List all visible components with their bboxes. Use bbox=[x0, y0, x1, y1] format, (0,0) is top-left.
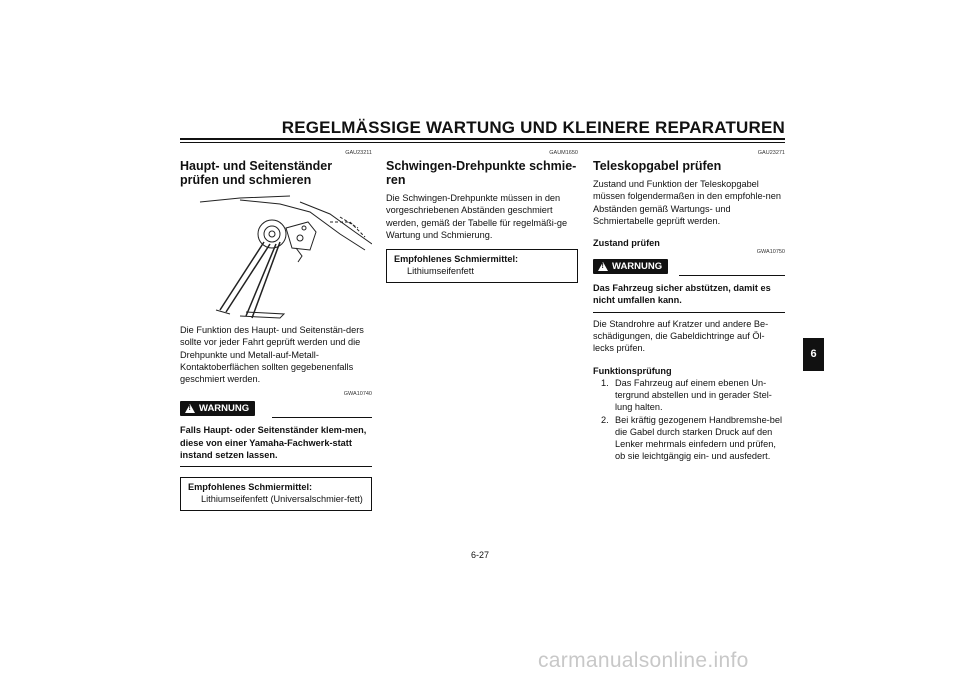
section-body-2: Die Standrohre auf Kratzer und andere Be-schädigungen, die Gabeldichtringe auf Öl-lecks prüfen. bbox=[593, 318, 769, 354]
step-text: Das Fahrzeug auf einem ebenen Un-tergrund abstellen und in gerader Stel-lung halten. bbox=[615, 377, 772, 413]
warning-code: GWA10750 bbox=[756, 249, 785, 256]
page-header-title: REGELMÄSSIGE WARTUNG UND KLEINERE REPARATUREN bbox=[281, 118, 785, 137]
warning-end-rule bbox=[593, 312, 785, 313]
warning-text: Falls Haupt- oder Seitenständer klem-men, diese von einer Yamaha-Fachwerk-statt instand setzen lassen. bbox=[180, 425, 367, 461]
section-code: GAU23271 bbox=[757, 150, 785, 156]
warning-triangle-icon: ! bbox=[185, 404, 195, 413]
chapter-tab: 6 bbox=[803, 338, 824, 371]
section-code: GAUM1650 bbox=[549, 150, 578, 156]
steps-list bbox=[593, 377, 785, 463]
column-fork bbox=[593, 150, 785, 463]
stand-illustration bbox=[180, 192, 372, 320]
section-code: GAU23211 bbox=[345, 150, 372, 156]
section-heading: Teleskopgabel prüfen bbox=[593, 159, 722, 173]
warning-header bbox=[593, 258, 785, 276]
warning-label: WARNUNG bbox=[199, 403, 250, 415]
step-number: 1. bbox=[601, 377, 609, 388]
lubricant-box-value: Lithiumseifenfett (Universalschmier-fett) bbox=[201, 493, 363, 504]
warning-code: GWA10740 bbox=[343, 391, 372, 398]
header-rule bbox=[180, 138, 785, 140]
list-item bbox=[593, 377, 785, 414]
lubricant-box-value: Lithiumseifenfett bbox=[407, 265, 474, 276]
warning-text: Das Fahrzeug sicher abstützen, damit es nicht umfallen kann. bbox=[593, 283, 771, 306]
column-stand bbox=[180, 150, 372, 511]
page-number: 6-27 bbox=[470, 550, 489, 560]
step-number: 2. bbox=[601, 414, 609, 425]
step-text: Bei kräftig gezogenem Handbremshe-bel die Gabel durch starken Druck auf den Lenker mehrmals einfedern und prüfen, ob sie leichtgängig ein- und ausfedert. bbox=[615, 414, 782, 462]
section-heading: Schwingen-Drehpunkte schmie-ren bbox=[386, 159, 577, 187]
section-body: Die Funktion des Haupt- und Seitenstän-ders sollte vor jeder Fahrt geprüft werden und die Drehpunkte und Metall-auf-Metall-Kontaktoberflächen sollten gegebenenfalls geschmiert werden. bbox=[180, 325, 364, 385]
header-rule-thin bbox=[180, 142, 785, 143]
subheading-condition: Zustand prüfen bbox=[593, 238, 660, 249]
lubricant-box-title: Empfohlenes Schmiermittel: bbox=[188, 482, 313, 493]
warning-rule bbox=[679, 275, 785, 276]
warning-header bbox=[180, 400, 372, 418]
warning-rule bbox=[272, 417, 372, 418]
column-swingarm bbox=[386, 150, 578, 283]
warning-badge bbox=[593, 259, 668, 274]
section-body: Zustand und Funktion der Teleskopgabel müssen folgendermaßen in den empfohle-nen Abständen gemäß Wartungs- und Schmiertabelle geprüft werden. bbox=[593, 179, 781, 226]
warning-badge bbox=[180, 401, 255, 416]
section-heading: Haupt- und Seitenständer prüfen und schmieren bbox=[180, 159, 333, 187]
section-body: Die Schwingen-Drehpunkte müssen in den vorgeschriebenen Abständen geschmiert werden, gemäß der Tabelle für regelmäßi-ge Wartung und Schmierung. bbox=[386, 193, 568, 240]
lubricant-box bbox=[386, 249, 578, 283]
lubricant-box-title: Empfohlenes Schmiermittel: bbox=[394, 254, 519, 265]
watermark: carmanualsonline.info bbox=[538, 649, 749, 672]
warning-end-rule bbox=[180, 466, 372, 467]
lubricant-box bbox=[180, 477, 372, 511]
subheading-function: Funktionsprüfung bbox=[593, 365, 672, 376]
warning-triangle-icon: ! bbox=[598, 262, 608, 271]
warning-label: WARNUNG bbox=[612, 261, 663, 273]
list-item bbox=[593, 414, 785, 463]
